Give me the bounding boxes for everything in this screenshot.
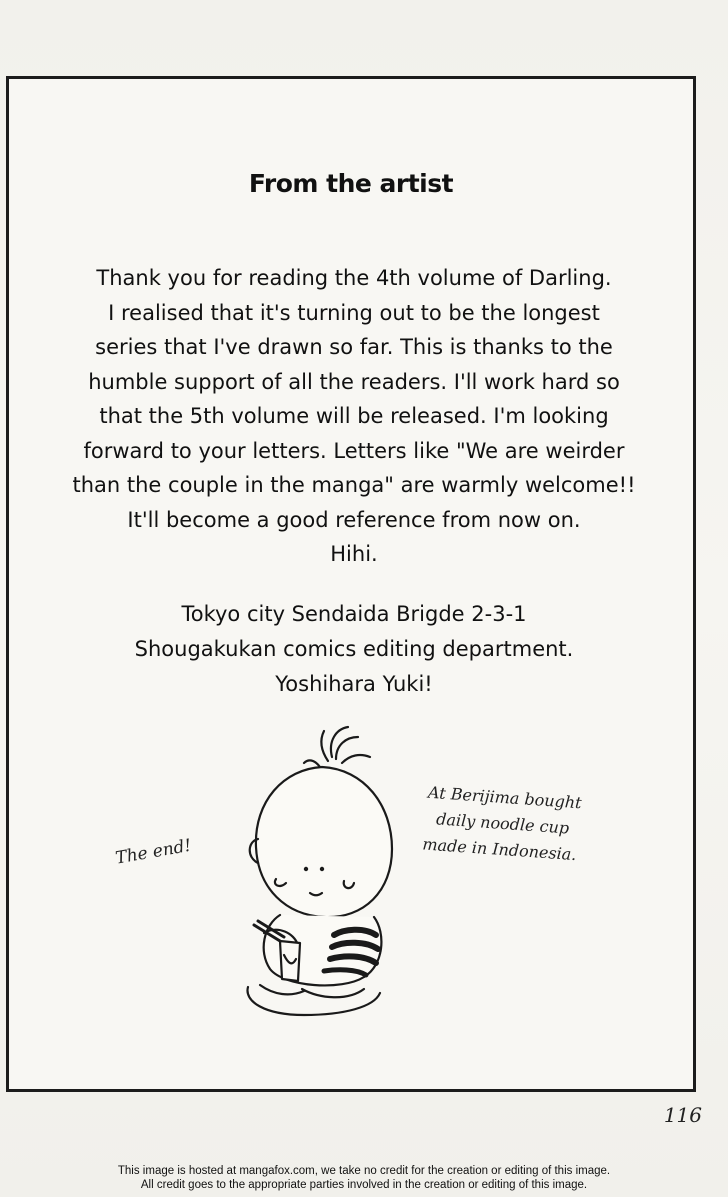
message-line: It'll become a good reference from now on. xyxy=(127,507,581,532)
panel-title: From the artist xyxy=(248,169,454,198)
credits-line: This image is hosted at mangafox.com, we take no credit for the creation or editing of this image. xyxy=(117,1165,611,1177)
address-line: Tokyo city Sendaida Brigde 2-3-1 xyxy=(181,602,527,626)
side-note-line: At Berijima bought xyxy=(427,782,583,813)
address-line: Shougakukan comics editing department. xyxy=(134,637,574,661)
side-note-line: made in Indonesia. xyxy=(421,834,578,865)
message-line: forward to your letters. Letters like "We are weirder xyxy=(83,438,625,463)
side-note-line: daily noodle cup xyxy=(435,809,570,838)
artist-message xyxy=(39,261,669,572)
message-line: humble support of all the readers. I'll work hard so xyxy=(88,369,620,394)
message-line: Thank you for reading the 4th volume of Darling. xyxy=(96,266,612,290)
message-line: Hihi. xyxy=(330,542,378,566)
chibi-artist-illustration xyxy=(224,719,424,1019)
artist-note-panel xyxy=(6,76,696,1092)
handwritten-the-end-note: The end! xyxy=(114,835,193,869)
page-number: 116 xyxy=(663,1103,702,1127)
address-line: Yoshihara Yuki! xyxy=(275,672,433,696)
message-line: than the couple in the manga" are warmly welcome!! xyxy=(72,473,636,497)
credits-line: All credit goes to the appropriate parties involved in the creation or editing of this image. xyxy=(140,1178,588,1191)
message-line: that the 5th volume will be released. I'm looking xyxy=(99,404,609,428)
message-line: I realised that it's turning out to be the longest xyxy=(108,300,600,325)
mailing-address xyxy=(39,597,669,702)
hosting-credits xyxy=(0,1165,728,1192)
handwritten-side-note xyxy=(414,779,589,869)
message-line: series that I've drawn so far. This is thanks to the xyxy=(95,335,613,359)
